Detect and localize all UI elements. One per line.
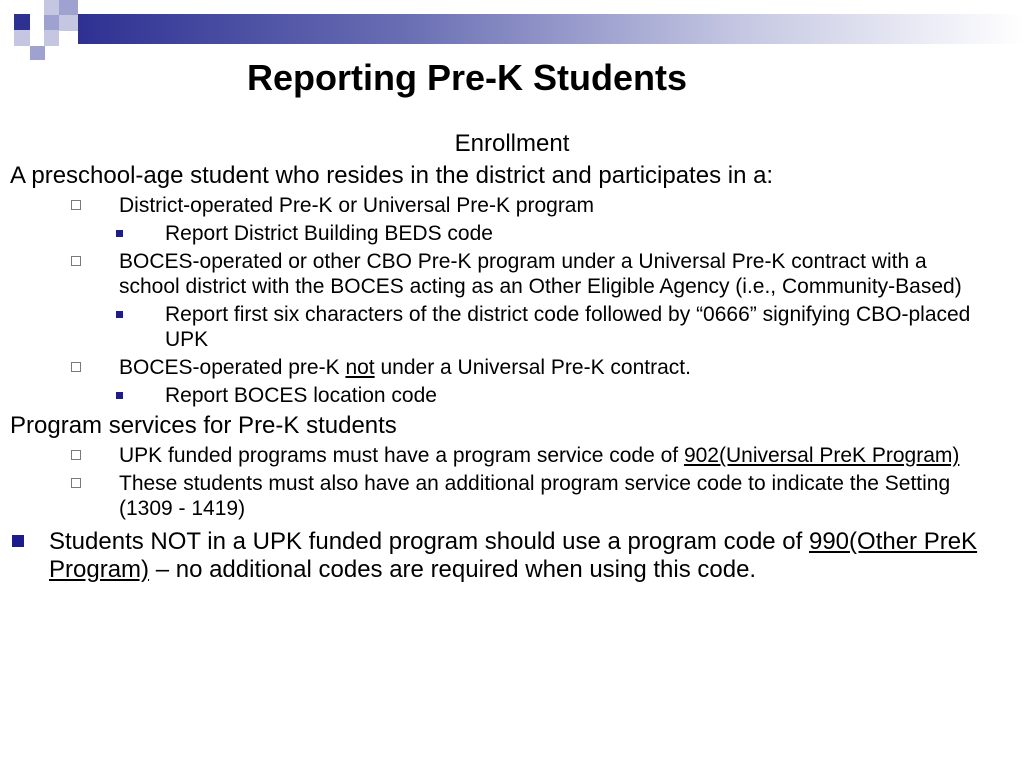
filled-square-bullet-icon [116,230,123,237]
program-code-990: 990(Other PreK Program) [49,528,978,583]
deco-square [59,0,78,15]
emphasis-not: not [345,356,375,379]
enrollment-heading: Enrollment [454,130,570,157]
list-item: Students NOT in a UPK funded program should use a program code of 990(Other PreK Program) – no additional codes are required when using this code. [49,528,979,584]
list-item: Report District Building BEDS code [165,221,1015,246]
program-code-902: 902(Universal PreK Program) [683,444,960,467]
deco-square [44,15,59,31]
hollow-square-bullet-icon [71,450,81,460]
filled-square-bullet-icon [116,311,123,318]
intro-text: A preschool-age student who resides in the district and participates in a: [10,162,774,189]
slide-body [0,128,1024,584]
filled-square-bullet-icon [116,392,123,399]
cbo-code: “0666” [696,303,757,326]
list-item: Report first six characters of the district code followed by “0666” signifying CBO-placed UPK [165,302,1015,352]
hollow-square-bullet-icon [71,362,81,372]
list-item: Report BOCES location code [165,383,1015,408]
slide-title: Reporting Pre-K Students [246,57,687,98]
deco-square [14,30,30,46]
list-item: These students must also have an additional program service code to indicate the Setting (1309 - 1419) [119,471,989,521]
list-item: District-operated Pre-K or Universal Pre-K program [119,193,989,218]
hollow-square-bullet-icon [71,256,81,266]
hollow-square-bullet-icon [71,200,81,210]
deco-square [59,15,78,31]
filled-square-bullet-icon [12,535,24,547]
deco-square [14,14,30,30]
deco-square [44,30,59,46]
list-item: UPK funded programs must have a program service code of 902(Universal PreK Program) [119,443,989,468]
deco-square [44,0,59,15]
list-item: BOCES-operated pre-K not under a Universal Pre-K contract. [119,355,989,380]
section-heading: Program services for Pre-K students [10,412,397,439]
hollow-square-bullet-icon [71,478,81,488]
list-item: BOCES-operated or other CBO Pre-K program under a Universal Pre-K contract with a school district with the BOCES acting as an Other Eligible Agency (i.e., Community-Based) [119,249,989,299]
deco-gradient-bar [78,14,1024,44]
